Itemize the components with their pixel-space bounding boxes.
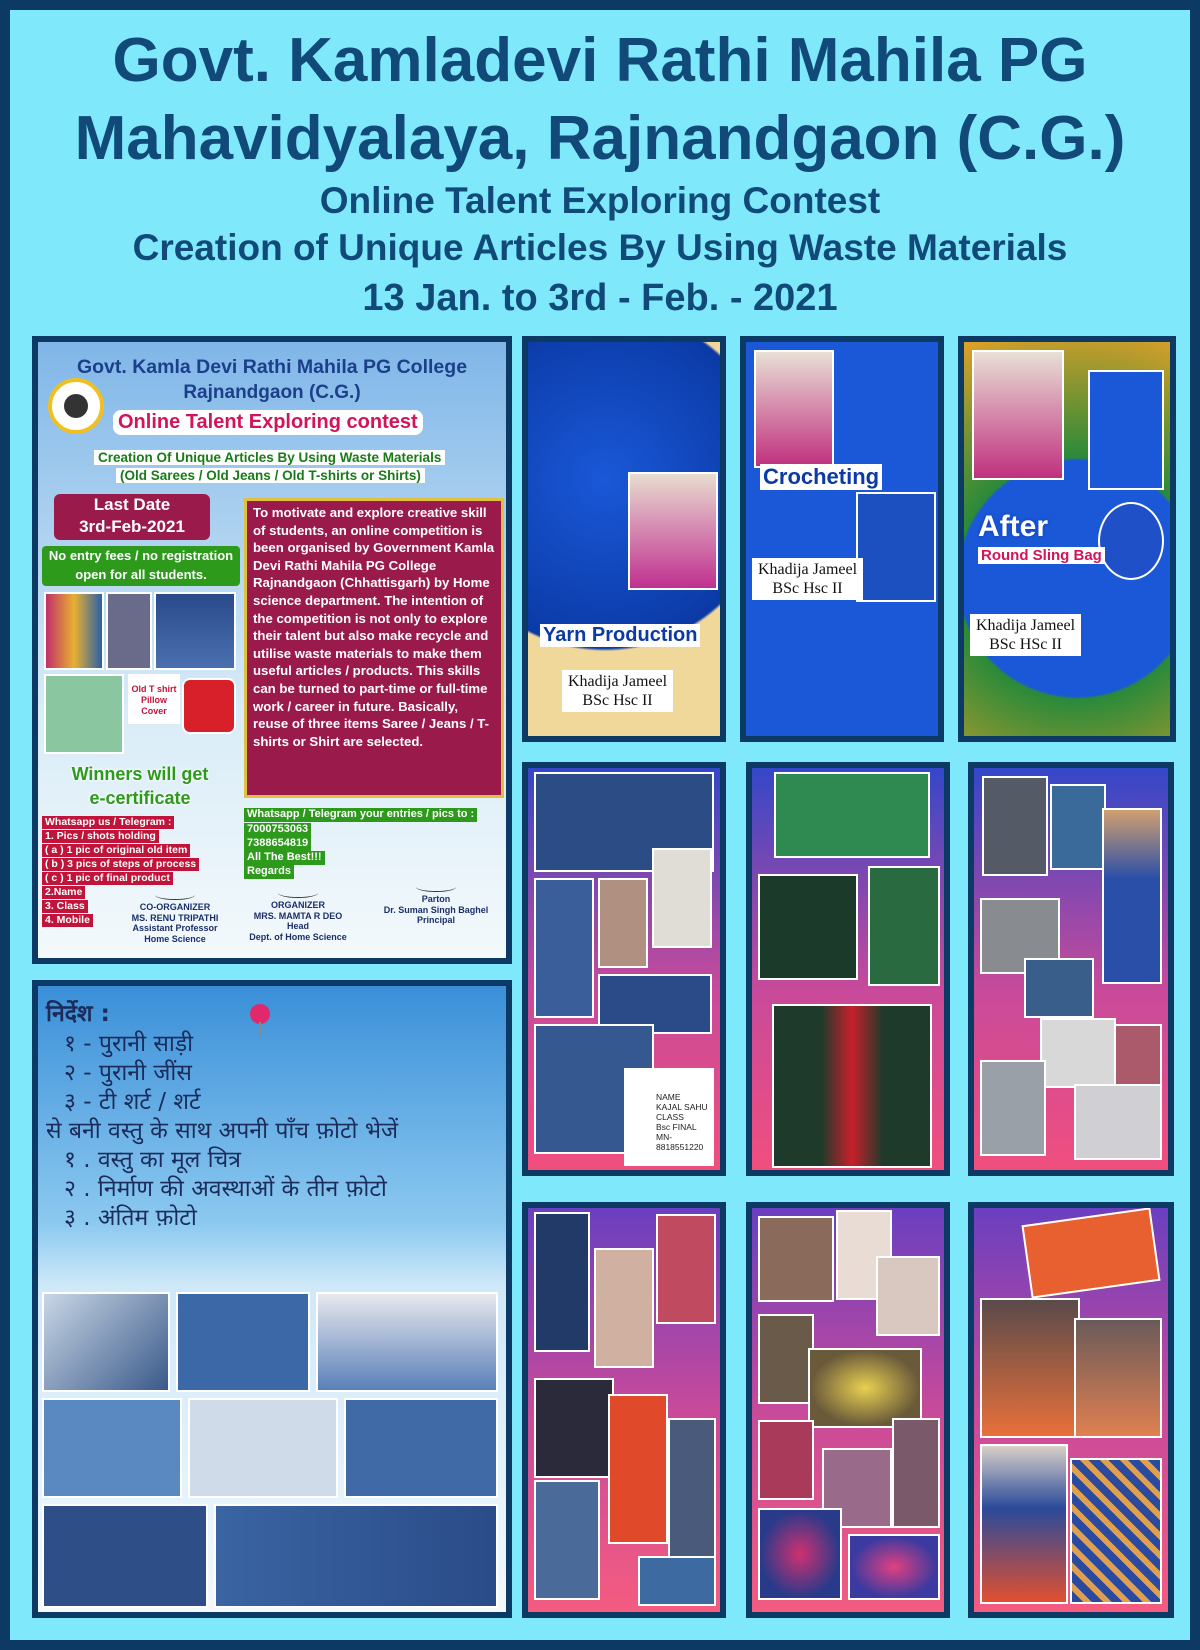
instruction-item: २ - पुरानी जींस <box>64 1060 192 1086</box>
fees-line-2: open for all students. <box>75 567 207 582</box>
denim-piece-photo <box>42 1398 182 1498</box>
signature-mark <box>278 888 318 898</box>
finished-bag-photo <box>214 1504 498 1608</box>
contact-phone: 7388654819 <box>244 837 311 851</box>
last-date-badge <box>54 494 210 540</box>
last-date-value: 3rd-Feb-2021 <box>79 517 185 536</box>
tile-crocheting <box>740 336 944 742</box>
contact-line: All The Best!!! <box>244 851 325 865</box>
student-name: Khadija Jameel <box>976 617 1076 634</box>
denim-bag-photo <box>534 878 594 1018</box>
instruction-send: से बनी वस्तु के साथ अपनी पाँच फ़ोटो भेजें <box>46 1118 399 1144</box>
saree-dresses-photo <box>44 592 104 670</box>
winners-line-2: e-certificate <box>89 788 191 808</box>
finished-rug-photo <box>1021 1207 1160 1298</box>
signature-dept: Dept. of Home Science <box>249 931 347 942</box>
title-line-1: Govt. Kamladevi Rathi Mahila PG <box>112 26 1088 95</box>
info-line: CLASS <box>656 1112 684 1122</box>
poster-contest-name: Online Talent Exploring contest <box>113 410 423 435</box>
jeans-process-collage <box>42 1292 502 1612</box>
tile-shirt-making <box>968 762 1174 1176</box>
student-rug-photo <box>980 1444 1068 1604</box>
student-crochet-photo <box>754 350 834 468</box>
instruction-line: 4. Mobile <box>42 914 93 927</box>
subtitle-theme: Creation of Unique Articles By Using Waste Materials <box>132 227 1068 268</box>
instruction-item: १ - पुरानी साड़ी <box>64 1031 194 1057</box>
signature-mark <box>155 890 195 900</box>
jeans-legs-photo <box>534 1212 590 1352</box>
instruction-line: ( c ) 1 pic of final product <box>42 872 173 885</box>
student-name: Khadija Jameel <box>568 673 668 690</box>
student-sewing-photo <box>598 878 648 968</box>
stitching-photo <box>868 866 940 986</box>
student-name-caption <box>970 614 1081 656</box>
student-portrait-photo <box>652 848 712 948</box>
woven-strips-photo <box>758 1216 834 1302</box>
student-mat-photo <box>892 1418 940 1528</box>
tile-kurti-making <box>746 762 950 1176</box>
student-shirt-photo <box>1050 784 1106 870</box>
student-name: Khadija Jameel <box>758 561 858 578</box>
student-name-caption <box>752 558 863 600</box>
subtitle-contest: Online Talent Exploring Contest <box>319 180 881 221</box>
round-rug-photo <box>758 1508 842 1600</box>
tile-saree-mats <box>746 1202 950 1618</box>
poster-place: Rajnandgaon (C.G.) <box>183 382 361 403</box>
instruction-line: 3. Class <box>42 900 88 913</box>
bag-closeup-photo <box>1088 370 1164 490</box>
photo-instruction: ३ . अंतिम फ़ोटो <box>64 1205 197 1231</box>
sewing-fabric-photo <box>774 772 930 858</box>
signature-name: MS. RENU TRIPATHI <box>131 912 219 923</box>
instruction-line: 1. Pics / shots holding <box>42 830 159 843</box>
after-caption: After <box>978 510 1049 543</box>
signature-co-organizer <box>120 890 230 944</box>
signature-organizer <box>238 888 358 942</box>
mat-progress-photo <box>758 1420 814 1500</box>
sewing-machine-photo <box>316 1292 498 1392</box>
pillow-label <box>128 674 180 724</box>
info-line: 8818551220 <box>656 1142 704 1152</box>
tile-yarn-production <box>522 336 726 742</box>
instruction-line: ( a ) 1 pic of original old item <box>42 844 190 857</box>
denim-pouch-photo <box>638 1556 716 1606</box>
poster-subtitle-2: (Old Sarees / Old Jeans / Old T-shirts or Shirts) <box>116 468 425 483</box>
checked-shirt-photo <box>1024 958 1094 1018</box>
pillow-cover-photo <box>182 678 236 734</box>
denim-petals-photo <box>188 1398 338 1498</box>
photo-instruction: २ . निर्माण की अवस्थाओं के तीन फ़ोटो <box>64 1176 387 1202</box>
crochet-caption: Crocheting <box>760 464 882 490</box>
yarn-caption: Yarn Production <box>540 624 700 647</box>
photo-instruction: १ . वस्तु का मूल चित्र <box>64 1147 241 1173</box>
denim-dress-photo <box>534 1480 600 1600</box>
instruction-line: ( b ) 3 pics of steps of process <box>42 858 199 871</box>
cutting-photo <box>176 1292 310 1392</box>
instruction-line: Whatsapp us / Telegram : <box>42 816 174 829</box>
striped-shirt-photo <box>1040 1018 1116 1088</box>
instruction-line: 2.Name <box>42 886 85 899</box>
bag-caption: Round Sling Bag <box>978 547 1105 564</box>
finished-dresses-photo <box>772 1004 932 1168</box>
title-line-2: Mahavidyalaya, Rajnandgaon (C.G.) <box>74 104 1126 173</box>
denim-flower-photo <box>344 1398 498 1498</box>
student-class: BSc Hsc II <box>582 692 653 709</box>
last-date-label: Last Date <box>93 495 171 514</box>
signature-name: MRS. MAMTA R DEO <box>253 910 343 921</box>
college-logo-icon <box>48 378 104 434</box>
subtitle-dates: 13 Jan. to 3rd - Feb. - 2021 <box>362 277 838 319</box>
bag-making-photo <box>42 1504 208 1608</box>
dress-photo <box>106 592 152 670</box>
instruction-item: ३ - टी शर्ट / शर्ट <box>64 1089 201 1115</box>
info-line: Bsc FINAL <box>656 1122 697 1132</box>
fees-line-1: No entry fees / no registration <box>48 548 234 563</box>
winners-note <box>42 762 238 816</box>
colorful-rug-photo <box>848 1534 940 1600</box>
fees-notice <box>42 546 240 586</box>
signature-name: Dr. Suman Singh Baghel <box>383 904 489 915</box>
student-working-photo <box>876 1256 940 1336</box>
student-photo <box>628 472 718 590</box>
student-cutting-photo <box>594 1248 654 1368</box>
signature-title: Principal <box>416 915 455 925</box>
tile-jeans-collage <box>522 762 726 1176</box>
student-class: BSc Hsc II <box>772 580 843 597</box>
pillow-label-2: Pillow Cover <box>140 695 167 716</box>
info-line: KAJAL SAHU <box>656 1102 708 1112</box>
process-photo <box>668 1418 716 1558</box>
signature-role: CO-ORGANIZER <box>139 902 211 912</box>
jeans-bag-photo <box>154 592 236 670</box>
round-bag-photo <box>1098 502 1164 580</box>
student-dress-photo <box>608 1394 668 1544</box>
shirt-panels-photo <box>980 1060 1046 1156</box>
pushpin-icon <box>250 1004 270 1024</box>
student-info-photo <box>624 1068 714 1166</box>
girl-in-top-photo <box>1102 808 1162 984</box>
tile-round-sling-bag <box>958 336 1176 742</box>
signature-title: Head <box>286 921 309 931</box>
contact-line: Whatsapp / Telegram your entries / pics to : <box>244 808 477 822</box>
finished-shirt-photo <box>1074 1084 1162 1160</box>
fabric-pattern-photo <box>758 874 858 980</box>
contact-line: Regards <box>244 865 294 879</box>
signature-role: Parton <box>421 894 451 904</box>
student-work-photo <box>656 1214 716 1324</box>
signature-dept: Home Science <box>144 933 206 944</box>
denim-skirt-photo <box>534 1378 614 1478</box>
tile-loom-rugs <box>968 1202 1174 1618</box>
crochet-work-photo <box>856 492 936 602</box>
signature-role: ORGANIZER <box>271 900 325 910</box>
shirt-dress-photo <box>44 674 124 754</box>
student-bag-photo <box>972 350 1064 480</box>
poster-subtitle-1: Creation Of Unique Articles By Using Waste Materials <box>94 450 445 465</box>
signature-title: Assistant Professor <box>132 923 218 933</box>
contest-poster <box>32 336 512 964</box>
contest-description: To motivate and explore creative skill of students, an online competition is been organised by Government Kamla Devi Rathi Mahila PG College Rajnandgaon (Chhattisgarh) by Home science department. The intention of the competition is not only to explore their talent but also make recycle and utilise waste materials to make them useful articles / products. This skills can be turned to part-time or full-time work / career in future. Basically, reuse of three items Saree / Jeans / T-shirts or Shirt are selected. <box>244 498 504 798</box>
old-jeans-photo <box>42 1292 170 1392</box>
pillow-label-1: Old T shirt <box>131 684 177 694</box>
student-loom-photo <box>980 1298 1080 1438</box>
old-shirts-photo <box>982 776 1048 876</box>
tile-jeans-dress <box>522 1202 726 1618</box>
student-name-caption <box>562 670 673 712</box>
info-line: MN- <box>656 1132 673 1142</box>
student-weaving-photo <box>1074 1318 1162 1438</box>
poster-product-collage <box>44 592 240 782</box>
instructions-heading: निर्देश : <box>46 1001 110 1027</box>
student-class: BSc HSc II <box>989 636 1062 653</box>
winners-line-1: Winners will get <box>71 764 209 784</box>
hindi-instructions-panel <box>32 980 512 1618</box>
signature-mark <box>416 882 456 892</box>
woven-rug-photo <box>1070 1458 1162 1604</box>
info-line: NAME <box>656 1092 681 1102</box>
signature-patron <box>366 882 506 926</box>
contact-phone: 7000753063 <box>244 823 311 837</box>
woven-mat-photo <box>808 1348 922 1428</box>
fabric-strips-photo <box>758 1314 814 1404</box>
poster-college-name: Govt. Kamla Devi Rathi Mahila PG College <box>76 356 468 378</box>
